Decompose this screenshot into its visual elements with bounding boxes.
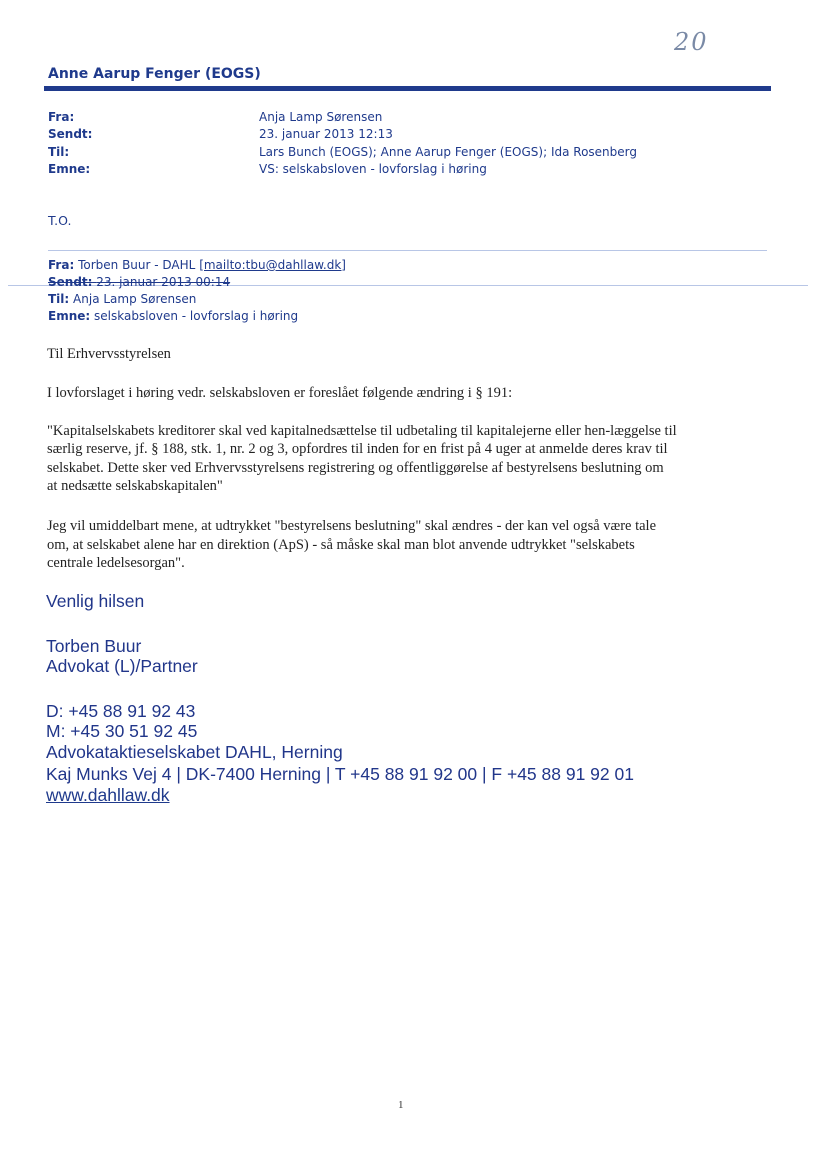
forward-sent-label: Sendt: (48, 275, 93, 289)
quote-line: selskabet. Dette sker ved Erhvervsstyrelsens registrering og offentliggørelse af bestyrelsens beslutning om (47, 460, 664, 476)
comment-line: om, at selskabet alene har en direktion (ApS) - så måske skal man blot anvende udtrykket "selskabets (47, 537, 635, 553)
header-sent-label: Sendt: (48, 127, 93, 141)
forward-subject-label: Emne: (48, 309, 91, 323)
forward-from-email-link[interactable]: [mailto:tbu@dahllaw.dk] (199, 258, 346, 272)
quote-line: særlig reserve, jf. § 188, stk. 1, nr. 2 og 3, opfordres til inden for en frist på 4 uger at anmelde deres krav til (47, 441, 668, 457)
signature-company: Advokataktieselskabet DAHL, Herning (46, 742, 343, 762)
signature-website-link[interactable]: www.dahllaw.dk (46, 785, 170, 805)
signature-closing: Venlig hilsen (46, 591, 145, 611)
forward-to-label: Til: (48, 292, 70, 306)
signature-address: Kaj Munks Vej 4 | DK-7400 Herning | T +45 88 91 92 00 | F +45 88 91 92 01 (46, 764, 634, 784)
forward-from (48, 258, 346, 272)
header-from-label: Fra: (48, 110, 75, 124)
header-to-value: Lars Bunch (EOGS); Anne Aarup Fenger (EOGS); Ida Rosenberg (259, 145, 638, 159)
header-subject-value: VS: selskabsloven - lovforslag i høring (259, 162, 487, 176)
header-to-label: Til: (48, 145, 70, 159)
forward-subject (48, 309, 298, 323)
forward-to (48, 292, 196, 306)
forward-subject-value: selskabsloven - lovforslag i høring (94, 309, 299, 323)
body-intro: I lovforslaget i høring vedr. selskabsloven er foreslået følgende ændring i § 191: (47, 385, 513, 401)
quote-line: at nedsætte selskabskapitalen" (47, 478, 223, 494)
sender-name: Anne Aarup Fenger (EOGS) (48, 66, 261, 82)
header-subject-label: Emne: (48, 162, 91, 176)
signature-mobile-phone: M: +45 30 51 92 45 (46, 721, 198, 741)
signature-direct-phone: D: +45 88 91 92 43 (46, 701, 196, 721)
forward-to-value: Anja Lamp Sørensen (73, 292, 197, 306)
header-rule (44, 86, 771, 91)
separator-rule (48, 250, 767, 251)
signature-name: Torben Buur (46, 636, 142, 656)
comment-line: Jeg vil umiddelbart mene, at udtrykket "bestyrelsens beslutning" skal ændres - der kan vel også være tale (47, 518, 657, 534)
forward-sent-value: 23. januar 2013 00:14 (96, 275, 231, 289)
handwritten-page-number: 20 (674, 28, 709, 56)
header-from-value: Anja Lamp Sørensen (259, 110, 383, 124)
to-note: T.O. (48, 213, 72, 228)
comment-line: centrale ledelsesorgan". (47, 555, 185, 571)
forward-from-label: Fra: (48, 258, 75, 272)
page-number: 1 (398, 1099, 404, 1111)
header-sent-value: 23. januar 2013 12:13 (259, 127, 393, 141)
forward-from-value: Torben Buur - DAHL (78, 258, 196, 272)
signature-title: Advokat (L)/Partner (46, 656, 198, 676)
forward-sent (48, 275, 230, 289)
body-greeting: Til Erhvervsstyrelsen (47, 346, 171, 362)
quote-line: "Kapitalselskabets kreditorer skal ved kapitalnedsættelse til udbetaling til kapitalejerne eller hen-læggelse til (47, 423, 677, 439)
